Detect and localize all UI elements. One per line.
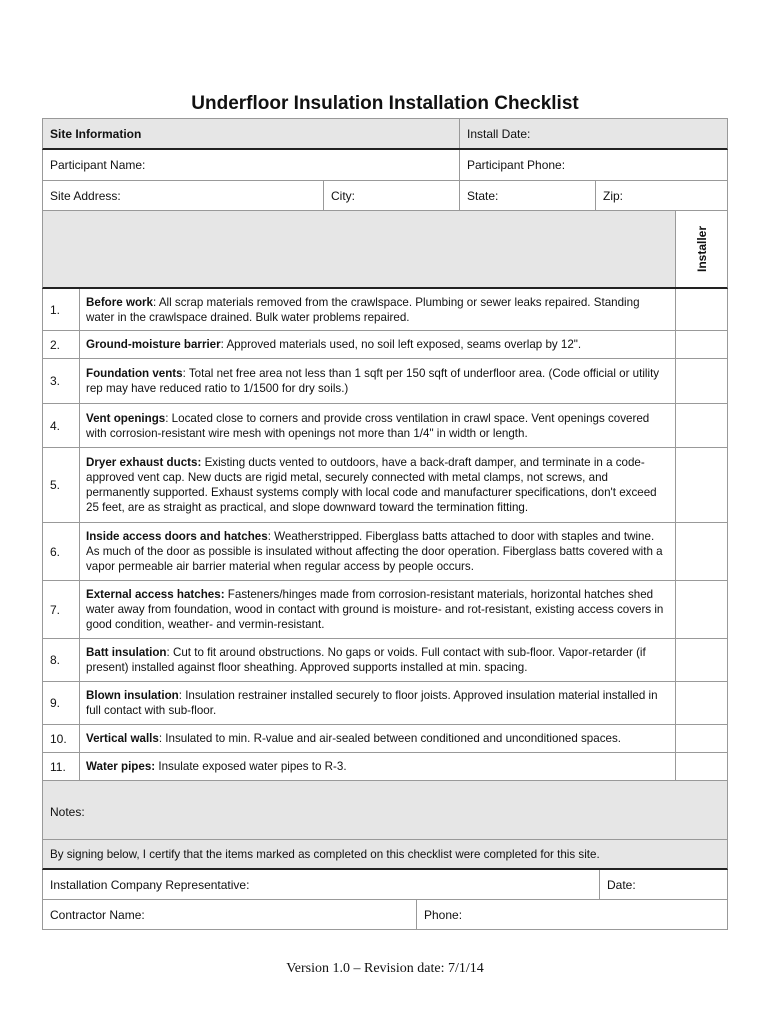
participant-row [42, 150, 728, 181]
item-description [79, 404, 676, 447]
installer-check-cell[interactable] [676, 289, 727, 330]
item-text: : Located close to corners and provide cross ventilation in crawl space. Vent openings covered with corrosion-resistant wire mesh with openings not more than 1/4" in width or length. [86, 411, 650, 440]
item-heading: Batt insulation [86, 646, 167, 659]
item-description [79, 753, 676, 780]
item-heading: Inside access doors and hatches [86, 530, 268, 543]
item-description [79, 725, 676, 752]
item-text: : Cut to fit around obstructions. No gaps or voids. Full contact with sub-floor. Vapor-retarder (if present) installed against floor sheathing. Approved supports installed at min. spacing. [86, 646, 646, 674]
item-heading: Vertical walls [86, 732, 159, 745]
installer-check-cell[interactable] [676, 639, 727, 681]
item-text: Fasteners/hinges made from corrosion-resistant materials, horizontal hatches shed water away from foundation, wood in contact with ground is moisture- and rot-resistant, existing access covers in good condition, weather- and vermin-resistant. [86, 588, 664, 631]
item-number: 3. [50, 374, 61, 388]
certify-statement: By signing below, I certify that the items marked as completed on this checklist were completed for this site. [50, 847, 600, 861]
phone-field[interactable]: Phone: [416, 900, 727, 929]
rep-row [42, 870, 728, 900]
city-field[interactable]: City: [323, 181, 459, 210]
rep-signature-field[interactable]: Installation Company Representative: [50, 877, 250, 892]
item-description [79, 359, 676, 403]
item-number: 4. [50, 418, 61, 433]
item-text: : Insulated to min. R-value and air-sealed between conditioned and unconditioned spaces. [158, 732, 621, 745]
zip-field[interactable]: Zip: [595, 181, 727, 210]
installer-check-cell[interactable] [676, 331, 727, 358]
checklist-item-row [42, 682, 728, 725]
address-row [42, 181, 728, 211]
item-number: 5. [50, 478, 61, 492]
installer-header-row [42, 211, 728, 289]
item-description [79, 523, 676, 580]
item-number: 10. [50, 731, 67, 746]
installer-check-cell[interactable] [676, 404, 727, 447]
state-field[interactable]: State: [459, 181, 595, 210]
item-heading: Blown insulation [86, 689, 179, 702]
item-text: : All scrap materials removed from the crawlspace. Plumbing or sewer leaks repaired. Standing water in the crawlspace drained. Bulk water problems repaired. [86, 295, 640, 324]
date-signature-field[interactable]: Date: [599, 870, 727, 899]
item-number: 7. [50, 602, 61, 617]
checklist-item-row [42, 639, 728, 682]
installer-column-header [675, 211, 727, 287]
item-description [79, 581, 676, 638]
item-number: 1. [50, 302, 61, 317]
item-text: Existing ducts vented to outdoors, have a back-draft damper, and terminate in a code-approved vent cap. New ducts are rigid metal, securely connected with metal clamps, not screws, and permanently supported. Exhaust systems comply with local code and manufacturer specifications, don't exceed 25 feet, are as straight as practical, and slope downward toward the termination fitting. [86, 456, 657, 514]
version-footer: Version 1.0 – Revision date: 7/1/14 [286, 961, 484, 976]
item-number: 8. [50, 653, 61, 667]
item-heading: Before work [86, 295, 154, 309]
item-description [79, 682, 676, 724]
checklist-item-row [42, 581, 728, 639]
install-date-field[interactable]: Install Date: [459, 119, 727, 148]
contractor-row [42, 900, 728, 930]
installer-check-cell[interactable] [676, 725, 727, 752]
checklist-item-row [42, 725, 728, 753]
installer-check-cell[interactable] [676, 682, 727, 724]
item-text: : Total net free area not less than 1 sqft per 150 sqft of underfloor area. (Code official or utility rep may have reduced ratio to 1/1500 for dry soils.) [86, 367, 660, 395]
notes-row [42, 781, 728, 840]
installer-check-cell[interactable] [676, 753, 727, 780]
item-description [79, 639, 676, 681]
item-number: 9. [50, 696, 61, 710]
certify-row [42, 840, 728, 870]
item-heading: Ground-moisture barrier [86, 338, 221, 351]
item-text: : Approved materials used, no soil left exposed, seams overlap by 12". [220, 338, 582, 351]
item-heading: Dryer exhaust ducts: [86, 456, 202, 469]
item-heading: Water pipes: [86, 760, 156, 773]
installer-check-cell[interactable] [676, 523, 727, 580]
item-number: 6. [50, 544, 61, 559]
item-text: : Insulation restrainer installed securely to floor joists. Approved insulation material installed in full contact with sub-floor. [86, 689, 658, 717]
checklist-form [42, 118, 728, 930]
checklist-item-row [42, 289, 728, 331]
checklist-item-row [42, 359, 728, 404]
checklist-item-row [42, 523, 728, 581]
checklist-items [42, 289, 728, 781]
site-info-heading: Site Information [50, 126, 142, 141]
item-heading: Vent openings [86, 411, 166, 425]
item-number: 11. [50, 759, 66, 774]
item-heading: External access hatches: [86, 588, 225, 601]
installer-check-cell[interactable] [676, 448, 727, 522]
contractor-name-field[interactable]: Contractor Name: [50, 907, 145, 922]
page-title: Underfloor Insulation Installation Checklist [191, 93, 579, 114]
installer-check-cell[interactable] [676, 359, 727, 403]
checklist-item-row [42, 448, 728, 523]
item-text: : Weatherstripped. Fiberglass batts attached to door with staples and twine. As much of the door as possible is insulated without affecting the door operation. Fiberglass batts covered with a vapor permeable air barrier material when regular access by people occurs. [86, 530, 663, 573]
checklist-item-row [42, 404, 728, 448]
checklist-item-row [42, 331, 728, 359]
item-description [79, 448, 676, 522]
notes-field[interactable]: Notes: [50, 805, 85, 819]
site-address-field[interactable]: Site Address: [50, 188, 121, 203]
item-text: Insulate exposed water pipes to R-3. [155, 760, 347, 773]
item-heading: Foundation vents [86, 367, 183, 380]
installer-label: Installer [694, 225, 709, 273]
installer-check-cell[interactable] [676, 581, 727, 638]
participant-phone-field[interactable]: Participant Phone: [459, 150, 727, 180]
participant-name-field[interactable]: Participant Name: [50, 158, 146, 172]
item-number: 2. [50, 337, 61, 352]
site-info-header-row [42, 118, 728, 150]
item-description [79, 331, 676, 358]
checklist-item-row [42, 753, 728, 781]
item-description [79, 289, 676, 330]
